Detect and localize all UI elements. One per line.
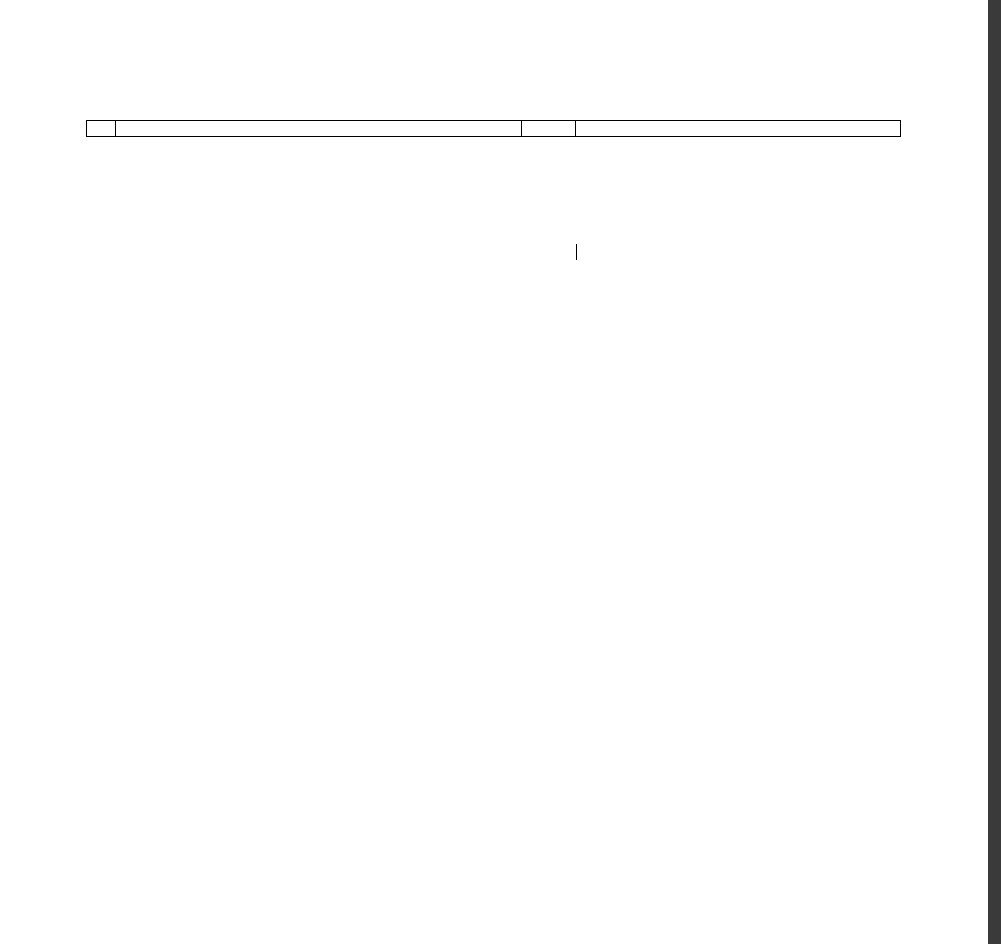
brand-row bbox=[87, 121, 901, 137]
brand-models-table bbox=[86, 120, 901, 137]
scrollbar[interactable] bbox=[988, 0, 1001, 944]
row-label bbox=[115, 121, 521, 137]
column-header-row bbox=[86, 244, 901, 260]
brand-value bbox=[576, 121, 901, 137]
tech-data-table bbox=[86, 244, 901, 260]
row-number bbox=[87, 121, 116, 137]
